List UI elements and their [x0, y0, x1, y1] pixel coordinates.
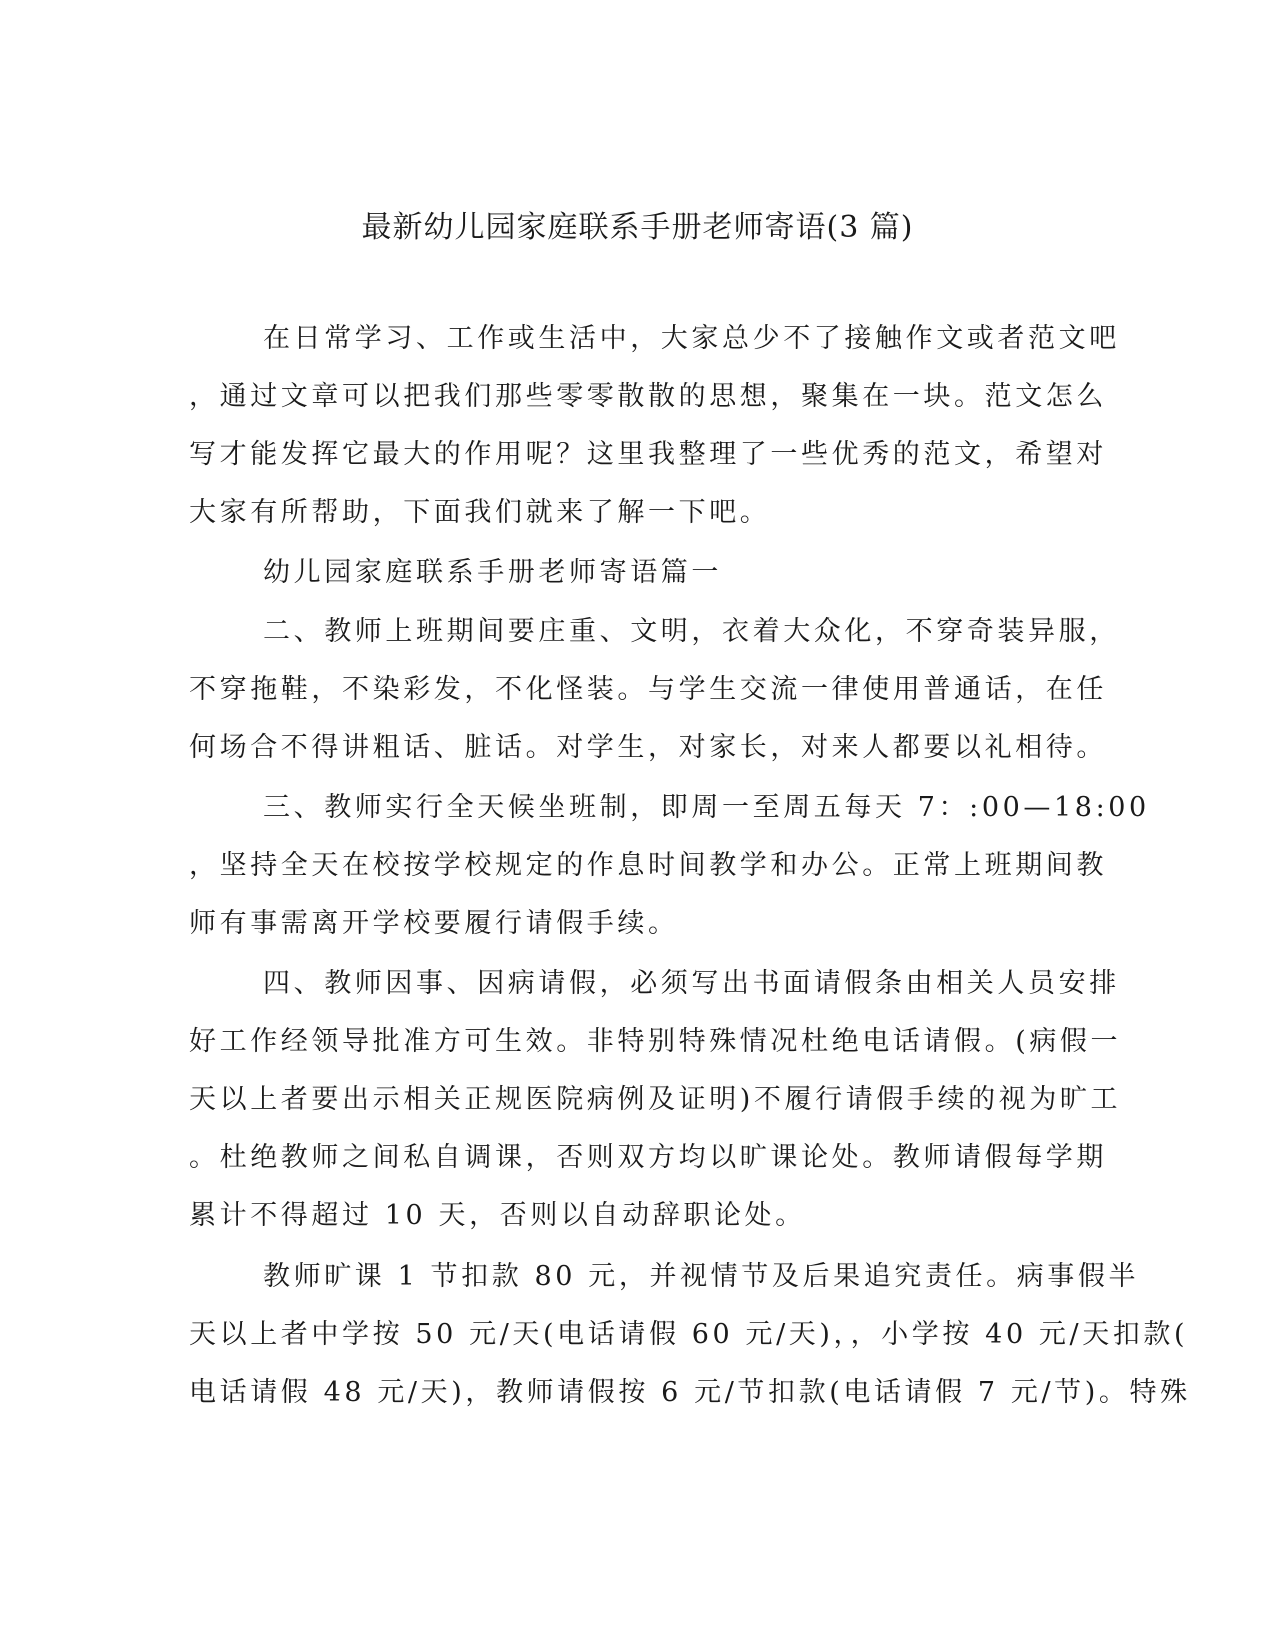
body-line: 四、教师因事、因病请假，必须写出书面请假条由相关人员安排	[263, 968, 1120, 999]
body-line: 累计不得超过 10 天，否则以自动辞职论处。	[189, 1200, 806, 1231]
body-line: 三、教师实行全天候坐班制，即周一至周五每天 7：:00—18:00	[263, 792, 1150, 823]
body-line: 写才能发挥它最大的作用呢？这里我整理了一些优秀的范文，希望对	[189, 439, 1107, 470]
body-line: 师有事需离开学校要履行请假手续。	[189, 908, 679, 939]
body-line: 天以上者中学按 50 元/天(电话请假 60 元/天)，，小学按 40 元/天扣款(	[189, 1319, 1189, 1350]
document-title: 最新幼儿园家庭联系手册老师寄语(3 篇)	[361, 210, 914, 245]
section-heading: 幼儿园家庭联系手册老师寄语篇一	[263, 557, 722, 588]
body-line: 在日常学习、工作或生活中，大家总少不了接触作文或者范文吧	[263, 323, 1120, 354]
body-line: 。杜绝教师之间私自调课，否则双方均以旷课论处。教师请假每学期	[189, 1142, 1107, 1173]
body-line: 不穿拖鞋，不染彩发，不化怪装。与学生交流一律使用普通话，在任	[189, 674, 1107, 705]
body-line: 二、教师上班期间要庄重、文明，衣着大众化，不穿奇装异服，	[263, 616, 1120, 647]
body-line: 教师旷课 1 节扣款 80 元，并视情节及后果追究责任。病事假半	[263, 1261, 1140, 1292]
body-line: 好工作经领导批准方可生效。非特别特殊情况杜绝电话请假。(病假一	[189, 1026, 1122, 1057]
body-line: ，坚持全天在校按学校规定的作息时间教学和办公。正常上班期间教	[189, 850, 1107, 881]
body-line: 天以上者要出示相关正规医院病例及证明)不履行请假手续的视为旷工	[189, 1084, 1122, 1115]
body-line: 何场合不得讲粗话、脏话。对学生，对家长，对来人都要以礼相待。	[189, 732, 1107, 763]
body-line: 电话请假 48 元/天)，教师请假按 6 元/节扣款(电话请假 7 元/节)。特殊	[189, 1377, 1191, 1408]
body-line: ，通过文章可以把我们那些零零散散的思想，聚集在一块。范文怎么	[189, 381, 1107, 412]
body-line: 大家有所帮助，下面我们就来了解一下吧。	[189, 497, 771, 528]
